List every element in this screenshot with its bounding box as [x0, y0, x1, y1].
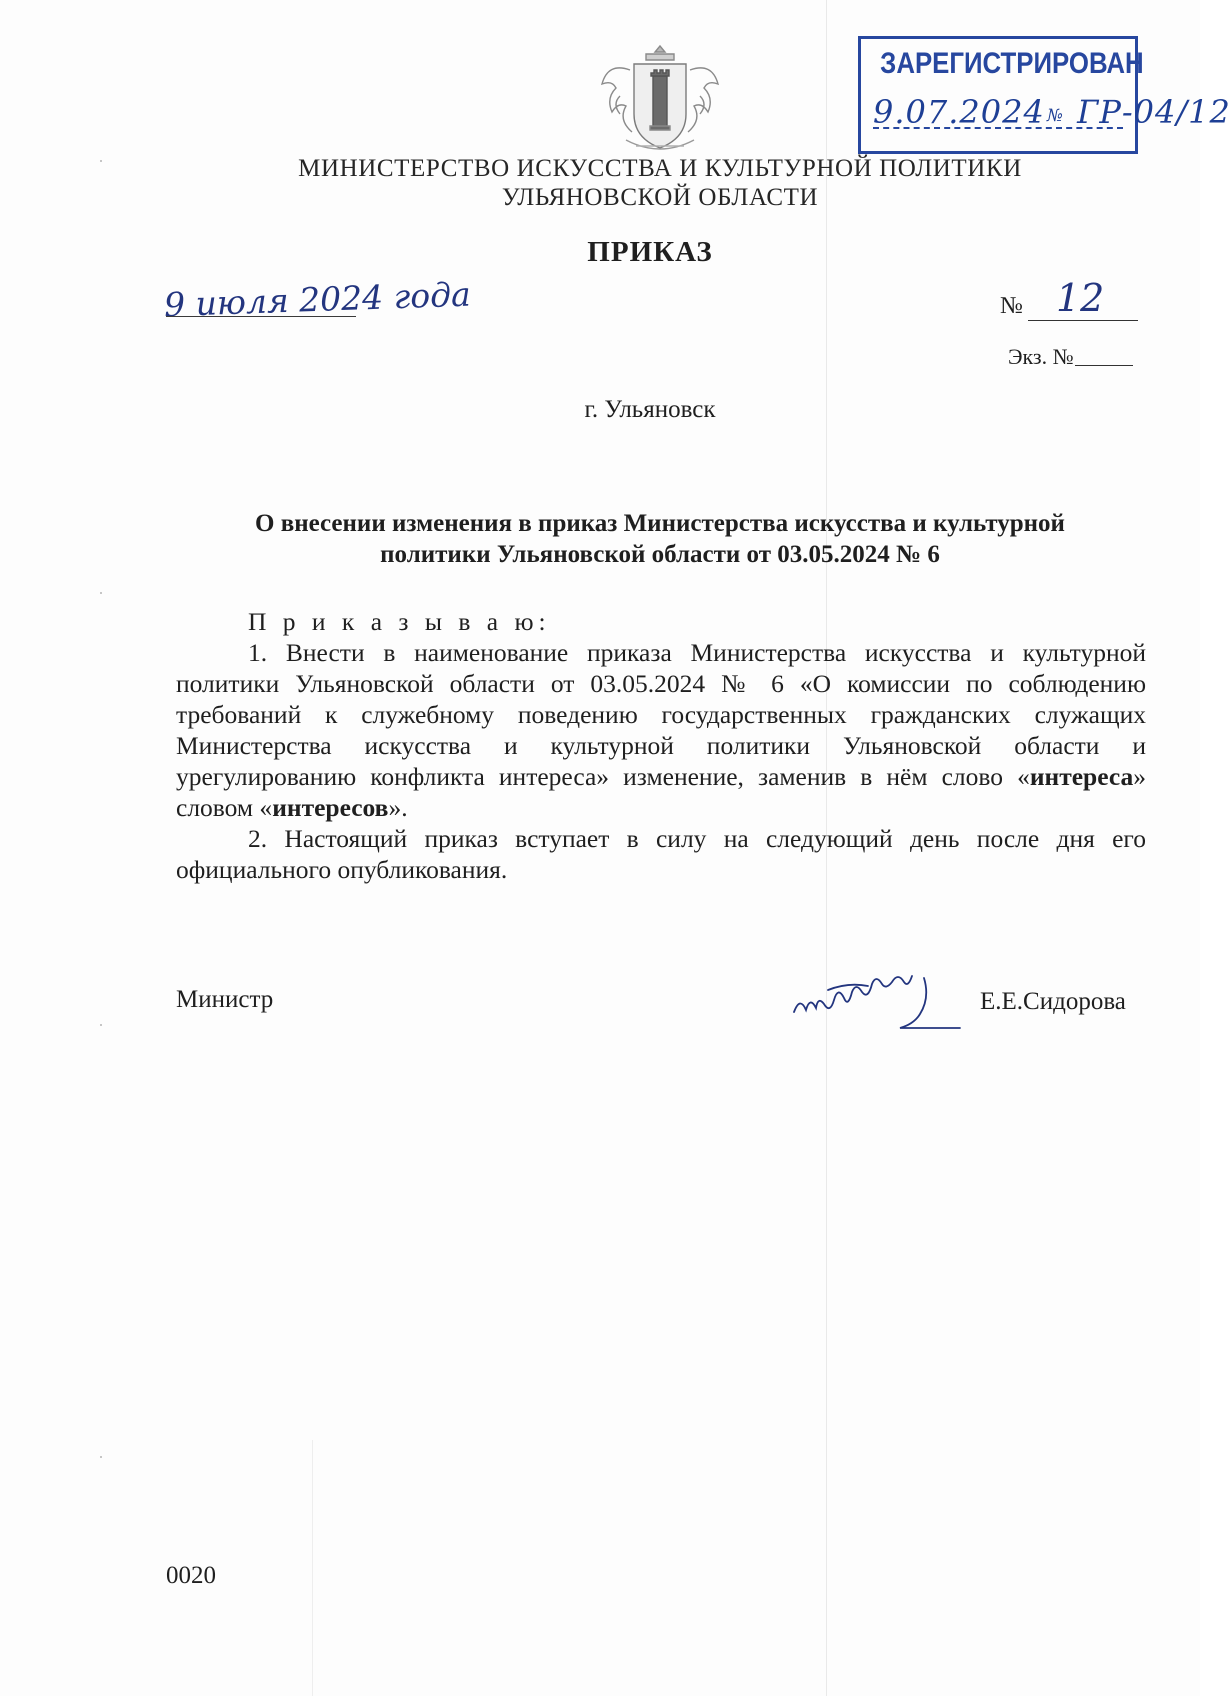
- order-subject: [180, 508, 1140, 570]
- handwritten-date: 9 июля 2024 года: [163, 274, 472, 325]
- stamp-underline: [873, 127, 1123, 129]
- scan-fold-line: [312, 1440, 313, 1696]
- stamp-reg-number: ГР-04/12: [1077, 93, 1231, 131]
- stamp-handwritten-entry: [873, 93, 1231, 131]
- order-body: [176, 606, 1146, 885]
- item-1-end: ».: [388, 793, 408, 822]
- organization-line-1: МИНИСТЕРСТВО ИСКУССТВА И КУЛЬТУРНОЙ ПОЛИТИКИ: [298, 155, 1022, 182]
- subject-line-2: политики Ульяновской области от 03.05.2024 № 6: [380, 541, 940, 568]
- document-type-title: ПРИКАЗ: [587, 236, 713, 268]
- order-number-label: №: [1000, 293, 1023, 319]
- item-1-new-word: интересов: [272, 793, 389, 822]
- scan-speck: [100, 1456, 102, 1458]
- order-number-handwritten: 12: [1056, 276, 1105, 320]
- scan-speck: [100, 160, 102, 162]
- copy-number-label: Экз. №: [1008, 344, 1074, 369]
- scan-speck: [100, 592, 102, 594]
- city: г. Ульяновск: [584, 396, 716, 423]
- subject-line-1: О внесении изменения в приказ Министерства искусства и культурной: [255, 510, 1065, 537]
- scan-speck: [100, 1024, 102, 1026]
- handwritten-signature: [788, 968, 988, 1038]
- order-number-underline: [1028, 320, 1138, 321]
- registration-stamp: [858, 36, 1231, 154]
- date-underline: [166, 316, 356, 317]
- signatory-name: Е.Е.Сидорова: [980, 988, 1126, 1015]
- item-1-text: 1. Внести в наименование приказа Министерства искусства и культурной политики Ульяновской области от 03.05.2024 № 6 «О комиссии по соблюдению требований к служебному поведению государственных гражданских служащих Министерства искусства и культурной политики Ульяновской области и урегулированию конфликта интереса» изменение, заменив в нём слово «: [176, 638, 1146, 791]
- item-1-old-word: интереса: [1029, 762, 1134, 791]
- stamp-date: 9.07.2024: [873, 93, 1045, 131]
- stamp-title: ЗАРЕГИСТРИРОВАН: [880, 47, 1144, 80]
- signatory-position: Министр: [176, 986, 274, 1013]
- stamp-number-sign: №: [1046, 106, 1064, 126]
- item-1-middle: » словом «: [176, 762, 1146, 822]
- order-intro: П р и к а з ы в а ю:: [248, 607, 551, 636]
- coat-of-arms-emblem: [590, 40, 730, 158]
- order-item-2: 2. Настоящий приказ вступает в силу на следующий день после дня его официального опубликования.: [176, 824, 1146, 884]
- copy-number: [1008, 344, 1133, 370]
- copy-number-blank: [1075, 349, 1133, 366]
- order-item-1: [176, 637, 1146, 823]
- organization-name: [260, 154, 1060, 212]
- organization-line-2: УЛЬЯНОВСКОЙ ОБЛАСТИ: [501, 184, 819, 211]
- footer-code: 0020: [166, 1562, 216, 1589]
